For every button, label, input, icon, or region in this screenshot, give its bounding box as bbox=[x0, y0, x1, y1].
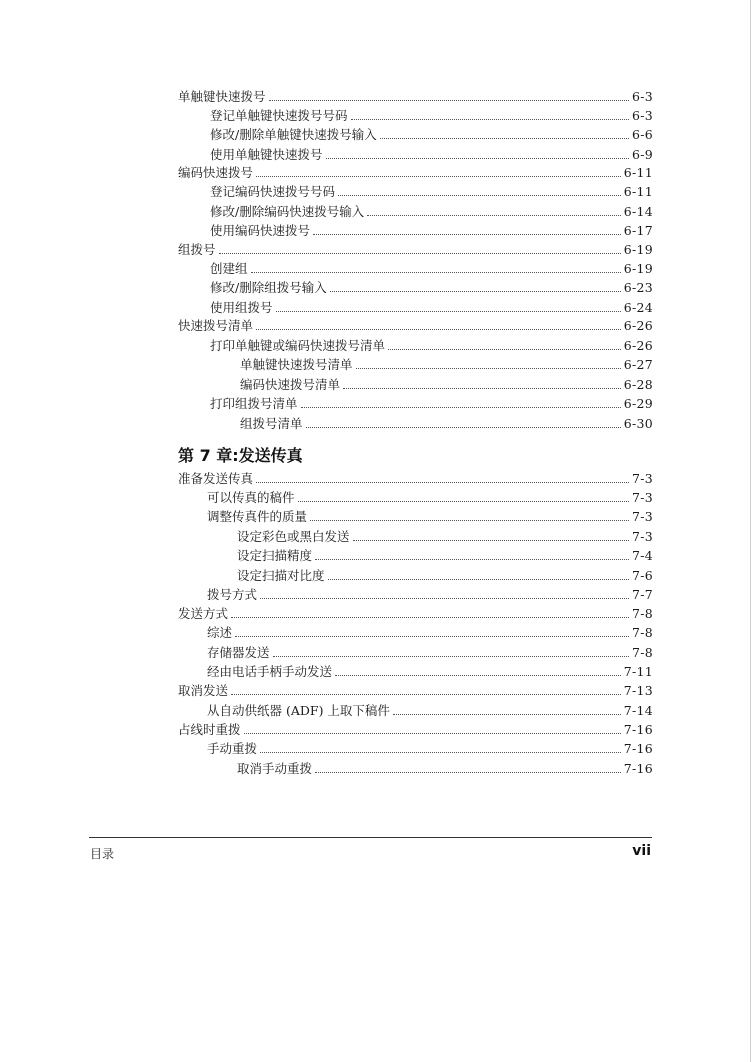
toc-entry-title: 组拨号 bbox=[178, 242, 216, 257]
dot-leader bbox=[393, 713, 621, 715]
dot-leader bbox=[235, 635, 629, 637]
toc-entry-title: 存储器发送 bbox=[207, 645, 270, 660]
chapter-heading: 第 7 章:发送传真 bbox=[178, 446, 303, 465]
toc-entry-page: 6-6 bbox=[631, 127, 653, 142]
dot-leader bbox=[338, 194, 621, 196]
dot-leader bbox=[306, 426, 621, 428]
toc-entry-page: 7-3 bbox=[631, 471, 653, 486]
toc-entry-title: 综述 bbox=[207, 625, 233, 640]
toc-entry-title: 创建组 bbox=[210, 261, 248, 276]
dot-leader bbox=[330, 290, 621, 292]
toc-entry-title: 单触键快速拨号清单 bbox=[240, 357, 353, 372]
toc-entry-page: 6-23 bbox=[623, 280, 653, 295]
toc-entry-page: 6-26 bbox=[623, 338, 653, 353]
toc-entry[interactable] bbox=[237, 758, 653, 776]
toc-entry[interactable] bbox=[210, 181, 653, 199]
toc-entry[interactable] bbox=[207, 738, 653, 756]
toc-entry-page: 6-9 bbox=[631, 147, 653, 162]
toc-entry-page: 6-3 bbox=[631, 108, 653, 123]
toc-entry-title: 取消发送 bbox=[178, 683, 229, 698]
toc-entry-title: 设定扫描精度 bbox=[237, 548, 313, 563]
toc-entry[interactable] bbox=[207, 661, 653, 679]
dot-leader bbox=[388, 348, 621, 350]
footer-rule bbox=[89, 837, 652, 838]
dot-leader bbox=[343, 387, 621, 389]
toc-entry-page: 7-16 bbox=[623, 741, 653, 756]
toc-entry-page: 6-3 bbox=[631, 89, 653, 104]
toc-entry[interactable] bbox=[178, 315, 653, 333]
dot-leader bbox=[380, 137, 629, 139]
toc-entry-page: 7-3 bbox=[631, 490, 653, 505]
toc-entry-title: 设定彩色或黑白发送 bbox=[237, 529, 350, 544]
toc-entry-title: 经由电话手柄手动发送 bbox=[207, 664, 333, 679]
toc-entry-title: 快速拨号清单 bbox=[178, 318, 254, 333]
toc-entry-page: 6-29 bbox=[623, 396, 653, 411]
toc-entry-title: 单触键快速拨号 bbox=[178, 89, 266, 104]
dot-leader bbox=[328, 578, 629, 580]
toc-entry-page: 6-17 bbox=[623, 223, 653, 238]
toc-entry-title: 取消手动重拨 bbox=[237, 761, 313, 776]
toc-entry-page: 7-13 bbox=[623, 683, 653, 698]
dot-leader bbox=[315, 558, 629, 560]
toc-entry[interactable] bbox=[207, 584, 653, 602]
toc-entry[interactable] bbox=[207, 622, 653, 640]
toc-entry[interactable] bbox=[240, 374, 653, 392]
toc-entry-title: 编码快速拨号 bbox=[178, 165, 254, 180]
dot-leader bbox=[269, 99, 629, 101]
toc-entry-title: 登记编码快速拨号号码 bbox=[210, 184, 336, 199]
toc-entry[interactable] bbox=[178, 603, 653, 621]
toc-entry-page: 7-16 bbox=[623, 722, 653, 737]
toc-entry-title: 使用组拨号 bbox=[210, 300, 273, 315]
toc-entry-page: 7-8 bbox=[631, 606, 653, 621]
toc-entry[interactable] bbox=[210, 144, 653, 162]
toc-entry-title: 使用单触键快速拨号 bbox=[210, 147, 323, 162]
dot-leader bbox=[315, 771, 621, 773]
toc-entry-title: 从自动供纸器 (ADF) 上取下稿件 bbox=[207, 703, 390, 718]
dot-leader bbox=[367, 214, 620, 216]
toc-entry[interactable] bbox=[207, 642, 653, 660]
toc-entry-page: 7-4 bbox=[631, 548, 653, 563]
toc-entry-title: 可以传真的稿件 bbox=[207, 490, 295, 505]
toc-entry[interactable] bbox=[207, 487, 653, 505]
toc-entry-page: 7-7 bbox=[631, 587, 653, 602]
dot-leader bbox=[256, 481, 629, 483]
toc-entry-title: 登记单触键快速拨号号码 bbox=[210, 108, 348, 123]
dot-leader bbox=[251, 271, 621, 273]
dot-leader bbox=[256, 175, 621, 177]
toc-entry[interactable] bbox=[178, 719, 653, 737]
toc-entry-page: 6-19 bbox=[623, 242, 653, 257]
toc-entry-title: 使用编码快速拨号 bbox=[210, 223, 311, 238]
toc-entry[interactable] bbox=[210, 277, 653, 295]
toc-entry[interactable] bbox=[178, 468, 653, 486]
dot-leader bbox=[353, 539, 629, 541]
toc-entry-page: 6-11 bbox=[623, 184, 653, 199]
toc-entry-title: 组拨号清单 bbox=[240, 416, 303, 431]
toc-entry-page: 6-30 bbox=[623, 416, 653, 431]
dot-leader bbox=[260, 597, 629, 599]
toc-entry[interactable] bbox=[207, 506, 653, 524]
toc-entry-page: 7-8 bbox=[631, 645, 653, 660]
toc-entry-page: 6-24 bbox=[623, 300, 653, 315]
toc-entry[interactable] bbox=[178, 162, 653, 180]
toc-entry[interactable] bbox=[210, 393, 653, 411]
dot-leader bbox=[276, 310, 621, 312]
dot-leader bbox=[326, 157, 629, 159]
toc-entry[interactable] bbox=[178, 86, 653, 104]
toc-entry[interactable] bbox=[178, 239, 653, 257]
dot-leader bbox=[351, 118, 629, 120]
toc-entry[interactable] bbox=[210, 258, 653, 276]
toc-entry-page: 6-28 bbox=[623, 377, 653, 392]
toc-entry[interactable] bbox=[240, 413, 653, 431]
toc-entry-title: 设定扫描对比度 bbox=[237, 568, 325, 583]
toc-entry-title: 手动重拨 bbox=[207, 741, 258, 756]
toc-entry-page: 6-14 bbox=[623, 204, 653, 219]
toc-entry[interactable] bbox=[210, 124, 653, 142]
toc-entry-page: 7-6 bbox=[631, 568, 653, 583]
dot-leader bbox=[231, 616, 629, 618]
toc-entry-page: 7-3 bbox=[631, 509, 653, 524]
toc-entry-page: 7-16 bbox=[623, 761, 653, 776]
dot-leader bbox=[231, 693, 621, 695]
dot-leader bbox=[310, 519, 629, 521]
scan-edge-line bbox=[750, 0, 751, 1062]
dot-leader bbox=[356, 367, 621, 369]
toc-entry[interactable] bbox=[210, 335, 653, 353]
dot-leader bbox=[273, 655, 629, 657]
toc-entry-title: 占线时重拨 bbox=[178, 722, 241, 737]
dot-leader bbox=[256, 328, 621, 330]
toc-entry[interactable] bbox=[237, 526, 653, 544]
toc-entry[interactable] bbox=[207, 700, 653, 718]
toc-entry-page: 6-11 bbox=[623, 165, 653, 180]
toc-entry-title: 修改/删除单触键快速拨号输入 bbox=[210, 127, 377, 142]
dot-leader bbox=[335, 674, 621, 676]
dot-leader bbox=[301, 406, 621, 408]
toc-entry-page: 7-11 bbox=[623, 664, 653, 679]
toc-entry-page: 7-14 bbox=[623, 703, 653, 718]
dot-leader bbox=[244, 732, 621, 734]
toc-entry[interactable] bbox=[210, 201, 653, 219]
toc-entry[interactable] bbox=[237, 545, 653, 563]
toc-entry[interactable] bbox=[210, 297, 653, 315]
dot-leader bbox=[260, 751, 621, 753]
dot-leader bbox=[219, 252, 621, 254]
page-number: vii bbox=[632, 843, 651, 859]
toc-entry-page: 6-19 bbox=[623, 261, 653, 276]
toc-entry[interactable] bbox=[237, 565, 653, 583]
toc-entry-page: 7-3 bbox=[631, 529, 653, 544]
toc-entry-title: 打印单触键或编码快速拨号清单 bbox=[210, 338, 386, 353]
toc-entry-title: 准备发送传真 bbox=[178, 471, 254, 486]
toc-entry-title: 修改/删除编码快速拨号输入 bbox=[210, 204, 365, 219]
toc-entry-page: 6-26 bbox=[623, 318, 653, 333]
toc-entry-page: 7-8 bbox=[631, 625, 653, 640]
footer-section-label: 目录 bbox=[90, 847, 115, 861]
dot-leader bbox=[298, 500, 629, 502]
toc-entry[interactable] bbox=[178, 680, 653, 698]
toc-entry-page: 6-27 bbox=[623, 357, 653, 372]
toc-entry-title: 调整传真件的质量 bbox=[207, 509, 308, 524]
toc-entry[interactable] bbox=[240, 354, 653, 372]
toc-entry-title: 发送方式 bbox=[178, 606, 229, 621]
toc-entry[interactable] bbox=[210, 105, 653, 123]
toc-entry-title: 修改/删除组拨号输入 bbox=[210, 280, 327, 295]
toc-entry-title: 打印组拨号清单 bbox=[210, 396, 298, 411]
toc-entry[interactable] bbox=[210, 220, 653, 238]
toc-entry-title: 编码快速拨号清单 bbox=[240, 377, 341, 392]
toc-entry-title: 拨号方式 bbox=[207, 587, 258, 602]
dot-leader bbox=[313, 233, 621, 235]
